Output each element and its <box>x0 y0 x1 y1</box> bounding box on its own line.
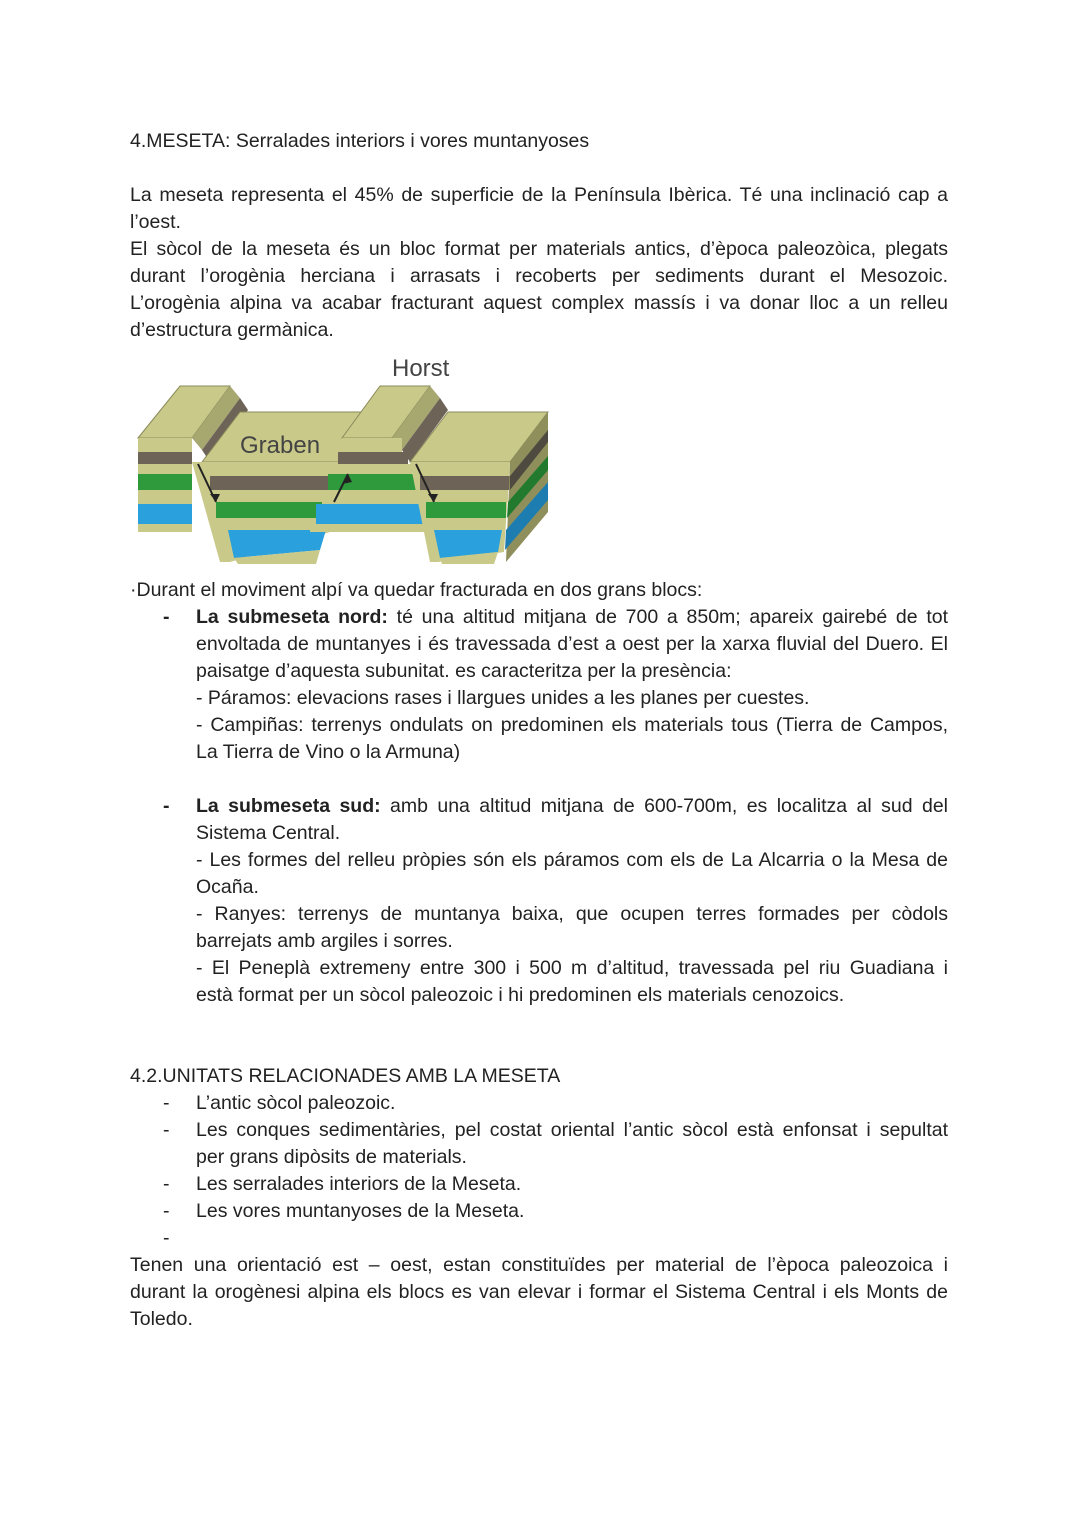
text-line: durant la orogènesi alpina els blocs es van elevar i formar el Sistema Central i els Monts de <box>130 1281 948 1303</box>
blocks-intro: ·Durant el moviment alpí va quedar fracturada en dos grans blocs: <box>130 579 703 601</box>
unitats-list <box>130 1090 948 1252</box>
closing-paragraph <box>130 1252 948 1333</box>
text-line: durant l’orogènia herciana i arrasats i recoberts per sediments durant el Mesozoic. <box>130 265 948 287</box>
text-line: Tenen una orientació est – oest, estan constituïdes per material de l’època paleozoica i <box>130 1254 948 1276</box>
text-line: l’oest. <box>130 211 181 233</box>
paragraph-intro <box>130 182 948 236</box>
horst-label: Horst <box>392 355 450 382</box>
submeseta-nord-heading: La submeseta nord: <box>196 606 388 628</box>
text-line: - Les formes del relleu pròpies són els páramos com els de La Alcarria o la Mesa de <box>196 849 948 871</box>
list-item: - Les vores muntanyoses de la Meseta. <box>163 1200 525 1222</box>
submeseta-nord-item <box>130 604 948 766</box>
text-line: - Páramos: elevacions rases i llargues unides a les planes per cuestes. <box>196 687 810 709</box>
list-item: - L’antic sòcol paleozoic. <box>163 1092 396 1114</box>
list-item: - Les conques sedimentàries, pel costat oriental l’antic sòcol està enfonsat i sepultat per grans dipòsits de materials. <box>163 1119 948 1168</box>
diagram-blocks <box>138 386 548 564</box>
text-line: La submeseta sud: amb una altitud mitjana de 600-700m, es localitza al sud del <box>196 795 948 817</box>
list-item: - Les serralades interiors de la Meseta. <box>163 1173 522 1195</box>
text-line: està format per un sòcol paleozoic i hi predominen els materials cenozoics. <box>196 984 845 1006</box>
text-line: Toledo. <box>130 1308 193 1330</box>
submeseta-sud-item <box>130 793 948 1009</box>
text-line: El sòcol de la meseta és un bloc format per materials antics, d’època paleozòica, plegats <box>130 238 948 260</box>
submeseta-sud-heading: La submeseta sud: <box>196 795 381 817</box>
text-line: - El Peneplà extremeny entre 300 i 500 m d’altitud, travessada pel riu Guadiana i <box>196 957 948 979</box>
section-title: 4.MESETA: Serralades interiors i vores muntanyoses <box>130 130 590 152</box>
list-dash: - <box>163 606 170 628</box>
section-title-4-2: 4.2.UNITATS RELACIONADES AMB LA MESETA <box>130 1065 561 1087</box>
text-line: d’estructura germànica. <box>130 319 334 341</box>
text-line: La submeseta nord: té una altitud mitjana de 700 a 850m; apareix gairebé de tot <box>196 606 948 628</box>
text-line: L’orogènia alpina va acabar fracturant aquest complex massís i va donar lloc a un relleu <box>130 292 948 314</box>
text-line: La meseta representa el 45% de superficie de la Península Ibèrica. Té una inclinació cap a <box>130 184 948 206</box>
text-line: La Tierra de Vino o la Armuna) <box>196 741 461 763</box>
text-line: - Ranyes: terrenys de muntanya baixa, que ocupen terres formades per còdols <box>196 903 948 925</box>
text-line: paisatge d’aquesta subunitat. es caracteritza per la presència: <box>196 660 732 682</box>
document-page <box>130 128 948 1333</box>
text-line: Sistema Central. <box>196 822 341 844</box>
horst-graben-diagram <box>130 352 560 570</box>
paragraph-socol <box>130 236 948 344</box>
list-dash: - <box>163 795 170 817</box>
graben-label: Graben <box>240 432 321 459</box>
text-line: barrejats amb argiles i sorres. <box>196 930 453 952</box>
text-line: Ocaña. <box>196 876 259 898</box>
list-item-empty: - <box>163 1227 170 1249</box>
text-line: envoltada de muntanyes i és travessada d’est a oest per la xarxa fluvial del Duero. El <box>196 633 948 655</box>
text-line: - Campiñas: terrenys ondulats on predominen els materials tous (Tierra de Campos, <box>196 714 948 736</box>
